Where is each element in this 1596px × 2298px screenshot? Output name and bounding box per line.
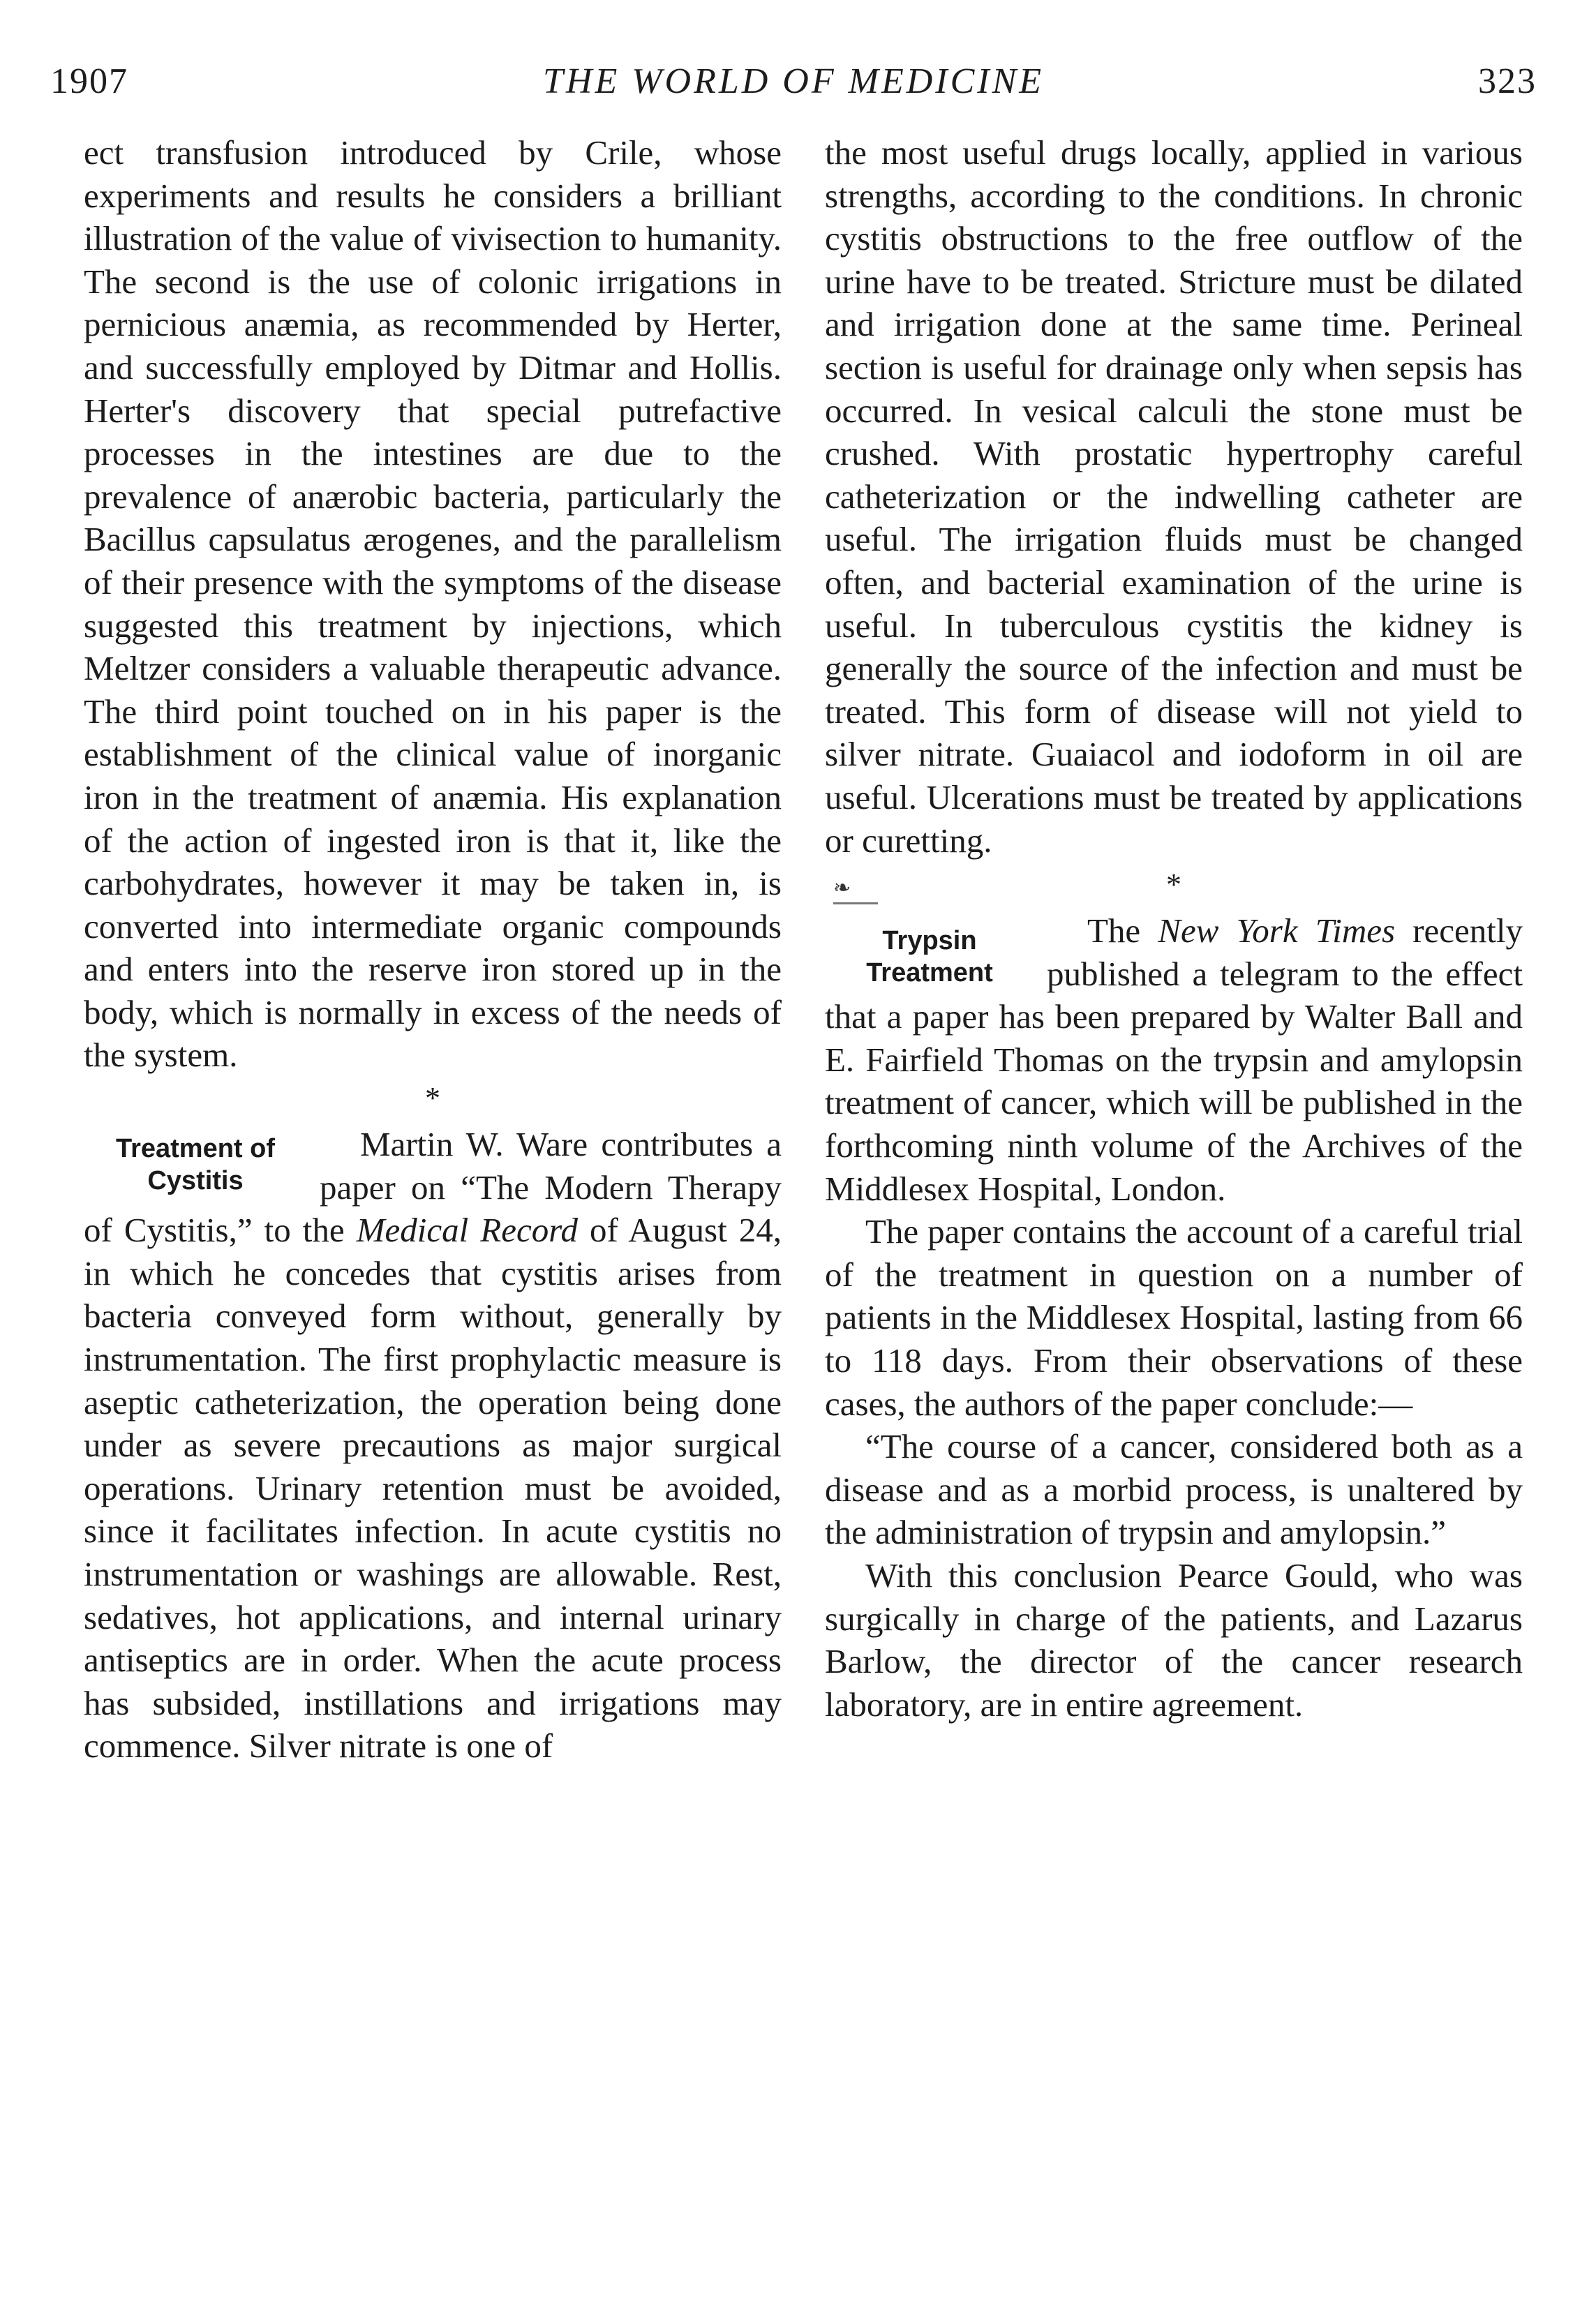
sidenote-line: Cystitis xyxy=(147,1166,244,1196)
right-paragraph-3: The paper contains the account of a careful trial of the treatment in question on a number of patients in the Middlesex Hospital, lasting from 66 to 118 days. From their observations of these cases, the authors of the paper conclude:— xyxy=(825,1212,1523,1423)
right-paragraph-5: With this conclusion Pearce Gould, who was surgically in charge of the patients, and Lazarus Barlow, the director of the cancer research laboratory, are in entire agreement. xyxy=(825,1556,1523,1724)
right-column xyxy=(825,131,1523,1726)
sidenote-line: Treatment of xyxy=(115,1134,276,1164)
section-separator-asterisk: * xyxy=(425,1081,440,1116)
separator-row xyxy=(825,865,1523,905)
printer-ornament-icon: ❧ xyxy=(833,874,878,904)
sidenote-treatment-of-cystitis xyxy=(84,1133,307,1197)
text-run: The xyxy=(1087,911,1158,950)
newspaper-title: New York Times xyxy=(1158,911,1396,950)
sidenote-trypsin-treatment xyxy=(825,925,1034,989)
running-head-title: THE WORLD OF MEDICINE xyxy=(542,61,1045,101)
right-paragraph-4-quote: “The course of a cancer, considered both as a disease and as a morbid process, is unaltered by the administration of trypsin and amylopsin.” xyxy=(825,1427,1523,1552)
sidenote-line: Treatment xyxy=(866,958,993,988)
right-paragraph-1: the most useful drugs locally, applied in various strengths, according to the conditions. In chronic cystitis obstructions to the free outflow of the urine have to be treated. Stricture must be dilated and irrigation done at the same time. Perineal section is useful for drainage only when sepsis has occurred. In vesical calculi the stone must be crushed. With prostatic hypertrophy careful catheterization or the indwelling catheter are useful. The irrigation fluids must be changed often, and bacterial examination of the urine is useful. In tuberculous cystitis the kidney is generally the source of the infection and must be treated. This form of disease will not yield to silver nitrate. Guaiacol and iodoform in oil are useful. Ulcerations must be treated by applications or curetting. xyxy=(825,133,1523,860)
left-paragraph-2 xyxy=(84,1123,782,1768)
cystitis-section xyxy=(84,1123,782,1768)
sidenote-line: Trypsin xyxy=(882,926,977,956)
page-number: 323 xyxy=(1478,61,1537,101)
section-separator-asterisk: * xyxy=(1166,867,1181,902)
trypsin-section xyxy=(825,909,1523,1210)
running-head-year: 1907 xyxy=(50,61,128,101)
running-head xyxy=(50,57,1537,106)
text-run: recently published a telegram to the effect that a paper has been prepared by Walter Ball and E. Fairfield Thomas on the trypsin and amylopsin treatment of cancer, which will be published in the forthcoming ninth volume of the Archives of the Middlesex Hospital, London. xyxy=(825,911,1523,1208)
text-run: of August 24, in which he concedes that cystitis arises from bacteria conveyed form without, generally by instrumentation. The first prophylactic measure is aseptic catheterization, the operation being done under as severe precautions as major surgical operations. Urinary retention must be avoided, since it facilitates infection. In acute cystitis no instrumentation or washings are allowable. Rest, sedatives, hot applications, and internal urinary antiseptics are in order. When the acute process has subsided, instillations and irrigations may commence. Silver nitrate is one of xyxy=(84,1211,782,1766)
left-column xyxy=(84,131,782,1768)
left-paragraph-1: ect transfusion introduced by Crile, whose experiments and results he considers a brilliant illustration of the value of vivisection to humanity. The second is the use of colonic irrigations in pernicious anæmia, as recommended by Herter, and successfully employed by Ditmar and Hollis. Herter's discovery that special putrefactive processes in the intestines are due to the prevalence of anærobic bacteria, particularly the Bacillus capsulatus ærogenes, and the parallelism of their presence with the symptoms of the disease suggested this treatment by injections, which Meltzer considers a valuable therapeutic advance. The third point touched on in his paper is the establishment of the clinical value of inorganic iron in the treatment of anæmia. His explanation of the action of ingested iron is that it, like the carbohydrates, however it may be taken in, is converted into intermediate organic compounds and enters into the reserve iron stored up in the body, which is normally in excess of the needs of the system. xyxy=(84,133,782,1075)
text-run: Martin W. Ware contributes a paper on “The Modern Therapy of Cystitis,” to the xyxy=(84,1125,782,1250)
journal-title: Medical Record xyxy=(356,1211,578,1250)
